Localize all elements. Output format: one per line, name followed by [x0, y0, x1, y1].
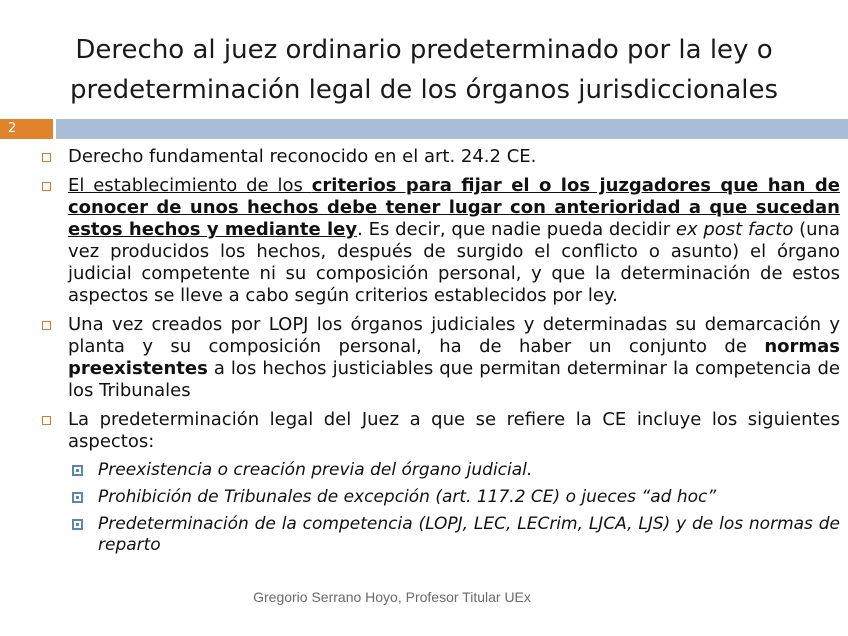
square-bullet-icon [42, 416, 51, 425]
square-bullet-icon [42, 182, 51, 191]
header-band [56, 119, 848, 139]
slide-footer: Gregorio Serrano Hoyo, Profesor Titular UEx [253, 589, 531, 605]
square-bullet-icon [42, 321, 51, 330]
slide-body [36, 146, 840, 562]
bold-underlined-text: criterios para fijar el o los juzgadores que han de conocer de unos hechos debe tener lugar con anterioridad a que sucedan estos hechos y mediante ley [68, 175, 840, 240]
bullet-text-3 [68, 314, 840, 402]
plain-text: . Es decir, que nadie pueda decidir [357, 219, 676, 240]
sub-bullet-item-3 [68, 514, 840, 556]
plain-text: (una vez producidos los hechos, después de surgido el conflicto o asunto) el órgano judicial competente ni su composición personal, y que la determinación de estos aspectos se lleve a cabo según criterios establecidos por ley. [68, 219, 840, 306]
bullet-item-4 [36, 409, 840, 453]
bullet-text-4: La predeterminación legal del Juez a que se refiere la CE incluye los siguientes aspectos: [68, 409, 840, 452]
plain-text: Una vez creados por LOPJ los órganos judiciales y determinadas su demarcación y planta y su composición personal, ha de haber un conjunto de [68, 314, 840, 357]
title-line-2: predeterminación legal de los órganos jurisdiccionales [69, 75, 779, 105]
slide-number: 2 [8, 121, 17, 136]
italic-text: ex post facto [675, 219, 794, 240]
sub-bullet-item-2 [68, 487, 840, 508]
square-bullet-icon [42, 153, 51, 162]
bold-text: normas preexistentes [68, 336, 840, 379]
bullet-text-1: Derecho fundamental reconocido en el art. 24.2 CE. [68, 146, 537, 167]
bullet-item-3 [36, 314, 840, 402]
title-line-1: Derecho al juez ordinario predeterminado por la ley o [75, 35, 773, 65]
slide-number-badge [0, 119, 53, 139]
sub-bullet-text-3: Predeterminación de la competencia (LOPJ, LEC, LECrim, LJCA, LJS) y de los normas de reparto [98, 514, 840, 555]
square-sub-bullet-icon [72, 465, 83, 476]
slide-title [40, 30, 808, 110]
square-sub-bullet-icon [72, 492, 83, 503]
underlined-text: El establecimiento de los [68, 175, 312, 196]
bullet-text-2 [68, 175, 840, 307]
sub-bullet-text-1: Preexistencia o creación previa del órgano judicial. [98, 460, 533, 480]
sub-bullet-item-1 [68, 460, 840, 481]
bullet-item-2 [36, 175, 840, 307]
square-sub-bullet-icon [72, 519, 83, 530]
sub-bullet-text-2: Prohibición de Tribunales de excepción (art. 117.2 CE) o jueces “ad hoc” [98, 487, 717, 507]
plain-text: a los hechos justiciables que permitan determinar la competencia de los Tribunales [68, 358, 840, 401]
bullet-item-1 [36, 146, 840, 168]
